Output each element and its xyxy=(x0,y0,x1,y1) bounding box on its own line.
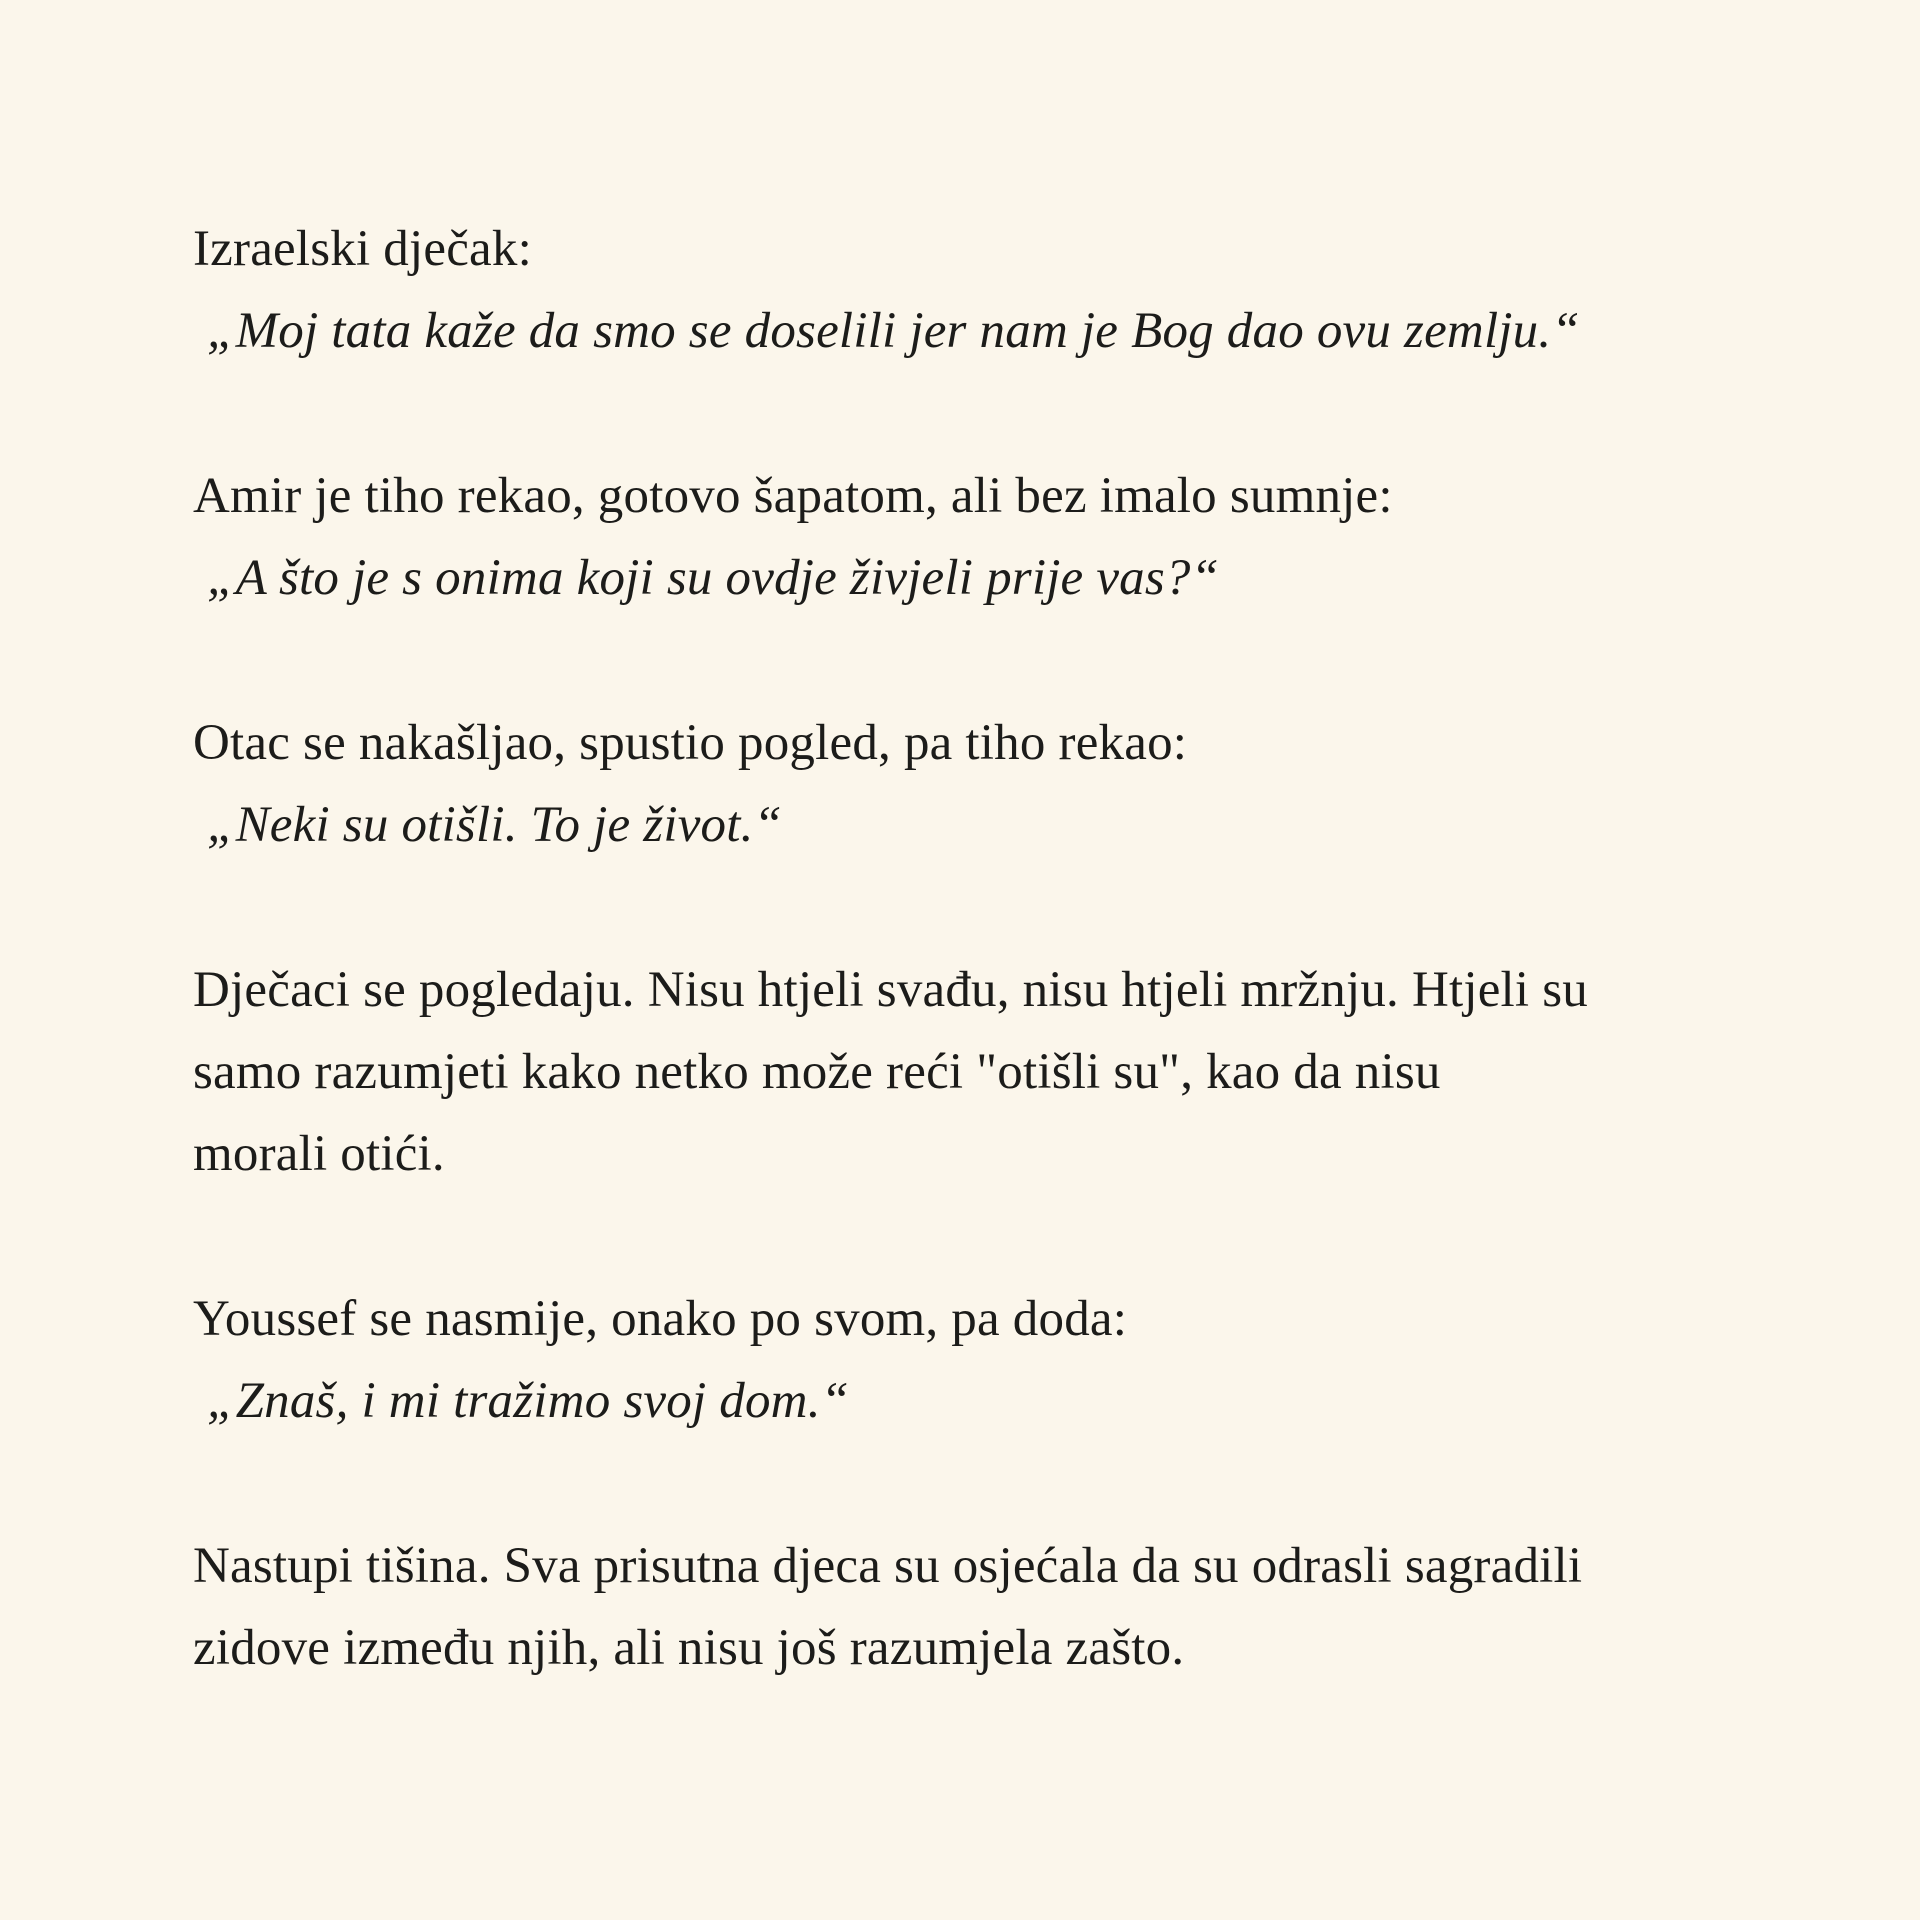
dialogue-amir xyxy=(193,455,1780,619)
dialogue-otac xyxy=(193,702,1780,866)
dialogue-youssef xyxy=(193,1278,1780,1442)
narration-line: Izraelski dječak: xyxy=(193,221,532,277)
narration-line: samo razumjeti kako netko može reći "otišli su", kao da nisu xyxy=(193,1044,1441,1100)
narration-line: Dječaci se pogledaju. Nisu htjeli svađu, nisu htjeli mržnju. Htjeli su xyxy=(193,962,1588,1018)
narration-zakljucak xyxy=(193,1525,1780,1689)
quote-line: „Znaš, i mi tražimo svoj dom.“ xyxy=(207,1373,850,1429)
narration-line: zidove između njih, ali nisu još razumjela zašto. xyxy=(193,1620,1185,1676)
dialogue-izraelski-djecak xyxy=(193,208,1780,372)
quote-line: „Neki su otišli. To je život.“ xyxy=(207,797,783,853)
narration-line: Nastupi tišina. Sva prisutna djeca su osjećala da su odrasli sagradili xyxy=(193,1538,1583,1594)
quote-line: „A što je s onima koji su ovdje živjeli prije vas?“ xyxy=(207,550,1220,606)
narration-line: morali otići. xyxy=(193,1126,445,1182)
narration-line: Youssef se nasmije, onako po svom, pa doda: xyxy=(193,1291,1128,1347)
quote-line: „Moj tata kaže da smo se doselili jer nam je Bog dao ovu zemlju.“ xyxy=(207,303,1580,359)
narration-line: Otac se nakašljao, spustio pogled, pa tiho rekao: xyxy=(193,715,1188,771)
narration-line: Amir je tiho rekao, gotovo šapatom, ali bez imalo sumnje: xyxy=(193,468,1393,524)
narration-djecaci xyxy=(193,949,1780,1195)
